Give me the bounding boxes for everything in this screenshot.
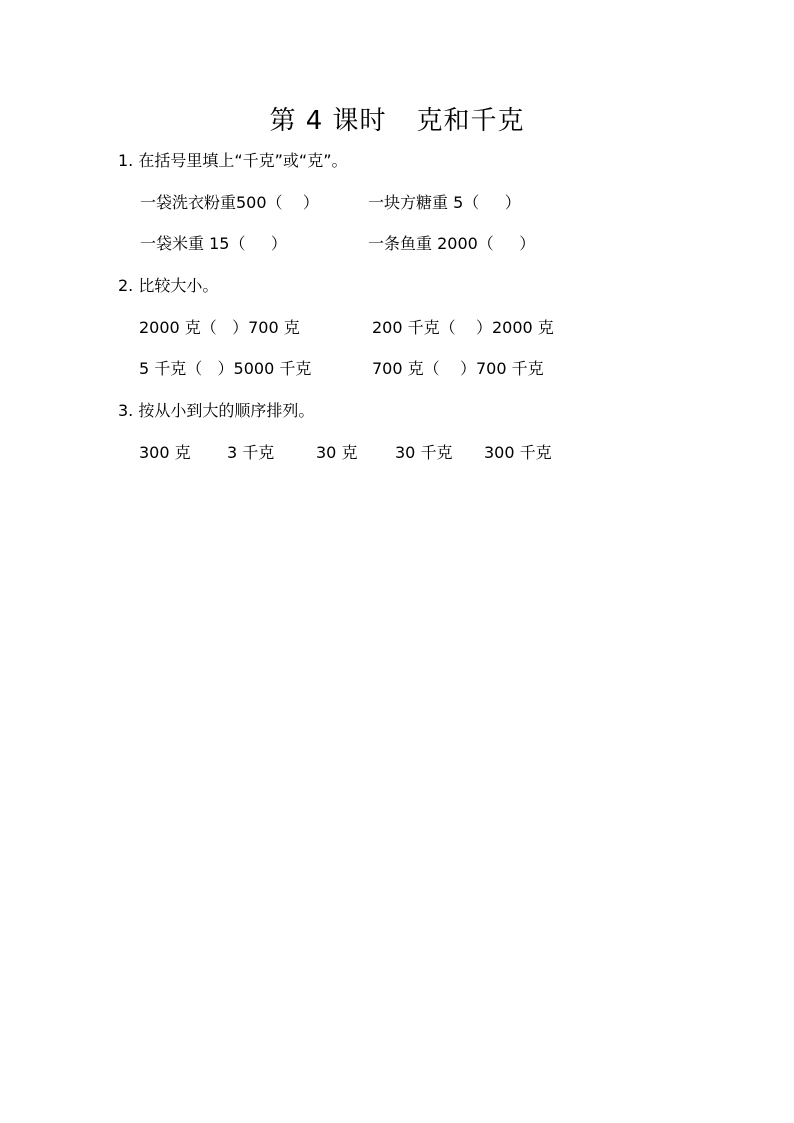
q1-item-close: ） <box>302 193 319 212</box>
q1-item-close: ） <box>519 234 536 253</box>
q1-item-close: ） <box>504 193 521 212</box>
compare-blank[interactable] <box>456 318 476 337</box>
q2-compare-item <box>372 315 554 338</box>
q1-item-text: 一袋米重 15（ <box>140 234 246 253</box>
q3-weight-item: 30 千克 <box>395 443 453 462</box>
question-2-heading: 2. 比较大小。 <box>118 276 219 295</box>
q1-item-text: 一块方糖重 5（ <box>368 193 480 212</box>
q2-right-text: ）5000 千克 <box>217 359 312 378</box>
q1-item-detergent <box>140 190 319 213</box>
q2-compare-item <box>139 356 311 379</box>
q1-item-text: 一袋洗衣粉重500（ <box>140 193 283 212</box>
q2-compare-item <box>372 356 544 379</box>
answer-blank[interactable] <box>479 193 504 212</box>
q1-item-text: 一条鱼重 2000（ <box>368 234 494 253</box>
q3-weight-item: 3 千克 <box>227 443 275 462</box>
q2-left-text: 200 千克（ <box>372 318 456 337</box>
q1-item-fish <box>368 231 535 254</box>
q1-item-sugar-cube <box>368 190 521 213</box>
q2-compare-item <box>139 315 300 338</box>
compare-blank[interactable] <box>217 318 232 337</box>
answer-blank[interactable] <box>494 234 519 253</box>
q1-item-rice <box>140 231 287 254</box>
q2-right-text: ）2000 克 <box>475 318 554 337</box>
q2-right-text: ）700 千克 <box>459 359 544 378</box>
answer-blank[interactable] <box>283 193 303 212</box>
q2-left-text: 700 克（ <box>372 359 440 378</box>
q1-item-close: ） <box>270 234 287 253</box>
page-title <box>0 100 794 137</box>
question-3-heading: 3. 按从小到大的顺序排列。 <box>118 401 315 420</box>
q2-right-text: ）700 克 <box>232 318 300 337</box>
compare-blank[interactable] <box>202 359 217 378</box>
q3-weight-item: 300 千克 <box>484 443 552 462</box>
q3-weight-item: 30 克 <box>316 443 358 462</box>
compare-blank[interactable] <box>440 359 460 378</box>
q3-weight-item: 300 克 <box>139 443 191 462</box>
q2-left-text: 5 千克（ <box>139 359 203 378</box>
q2-left-text: 2000 克（ <box>139 318 217 337</box>
answer-blank[interactable] <box>245 234 270 253</box>
question-1-heading: 1. 在括号里填上“千克”或“克”。 <box>118 151 348 170</box>
lesson-number: 第 4 课时 <box>269 106 387 136</box>
lesson-topic: 克和千克 <box>416 106 525 136</box>
